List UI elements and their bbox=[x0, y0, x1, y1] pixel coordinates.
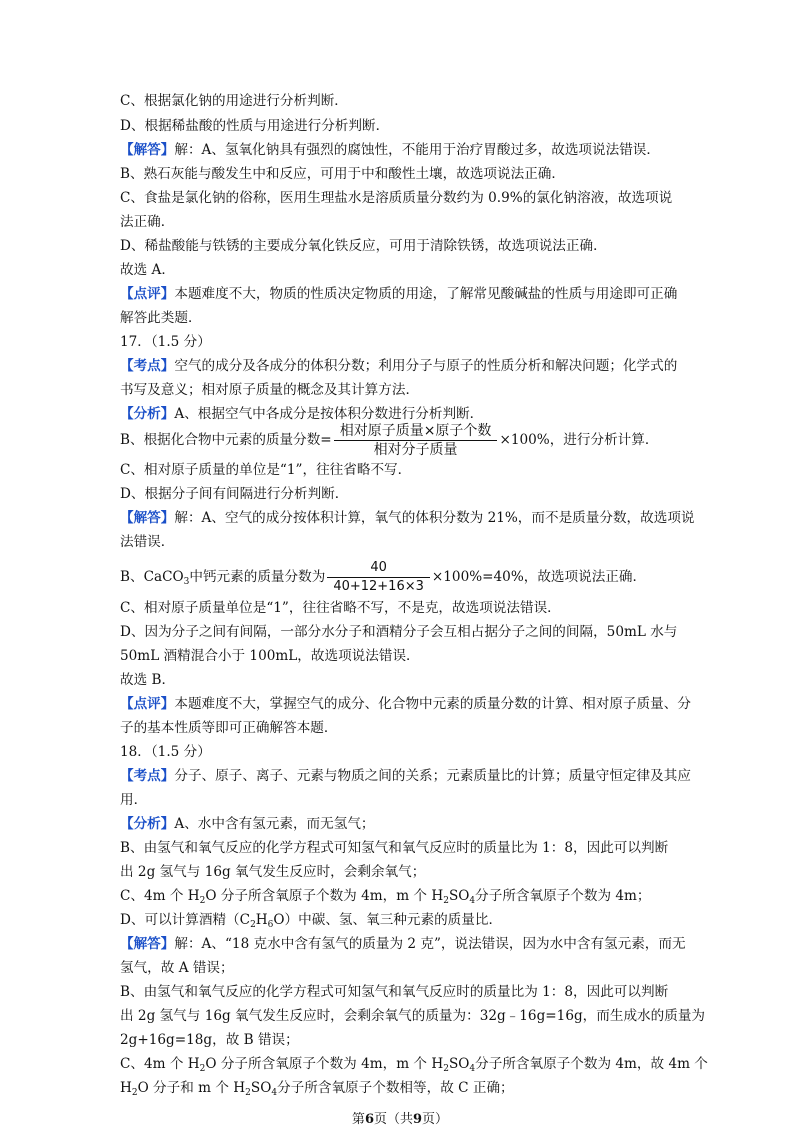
answer-tag: 【解答】 bbox=[120, 510, 175, 526]
text-line: C、相对原子质量单位是“1”，往往省略不写，不是克，故选项说法错误． bbox=[120, 600, 561, 616]
text-line: B、熟石灰能与酸发生中和反应，可用于中和酸性土壤，故选项说法正确． bbox=[120, 166, 565, 182]
text-line: B、由氢气和氧气反应的化学方程式可知氢气和氧气反应时的质量比为 1：8，因此可以判断 bbox=[120, 984, 669, 1000]
line-text: 分子所含氧原子个数相等，故 C 正确； bbox=[277, 1080, 514, 1096]
line-text: 分子、原子、离子、元素与物质之间的关系；元素质量比的计算；质量守恒定律及其应 bbox=[174, 768, 691, 784]
line-text: SO bbox=[448, 1056, 470, 1072]
text-line: 解答此类题． bbox=[120, 310, 202, 326]
answer-tag: 【解答】 bbox=[120, 142, 175, 158]
text-line bbox=[120, 696, 691, 712]
footer-mid: 页（共 bbox=[373, 1112, 413, 1127]
subscript: 2 bbox=[443, 1064, 449, 1074]
fraction-denominator: 40+12+16×3 bbox=[333, 579, 424, 594]
text-line: 50mL 酒精混合小于 100mL，故选项说法错误． bbox=[120, 648, 420, 664]
text-line bbox=[120, 888, 651, 909]
text-line: D、根据分子间有间隔进行分析判断． bbox=[120, 486, 349, 502]
line-text: C、4m 个 H bbox=[120, 1056, 200, 1072]
subscript: 2 bbox=[443, 896, 449, 906]
text-line: C、食盐是氯化钠的俗称，医用生理盐水是溶质质量分数约为 0.9%的氯化钠溶液，故选项说 bbox=[120, 190, 673, 206]
subscript: 3 bbox=[183, 577, 190, 587]
line-text: 解：A、氢氧化钠具有强烈的腐蚀性，不能用于治疗胃酸过多，故选项说法错误． bbox=[174, 142, 660, 158]
line-text: O）中碳、氢、氧三种元素的质量比． bbox=[273, 912, 503, 928]
line-text: A、水中含有氢元素，而无氢气； bbox=[174, 816, 375, 832]
fraction-numerator: 40 bbox=[327, 560, 430, 578]
text-line: D、因为分子之间有间隔，一部分水分子和酒精分子会互相占据分子之间的间隔，50mL 水与 bbox=[120, 624, 678, 640]
footer-prefix: 第 bbox=[351, 1112, 365, 1127]
comment-tag: 【点评】 bbox=[120, 286, 175, 302]
line-text: ×100%，进行分析计算． bbox=[499, 432, 659, 448]
text-line: C、根据氯化钠的用途进行分析判断． bbox=[120, 93, 348, 109]
answer-tag: 【解答】 bbox=[120, 936, 175, 952]
page-footer bbox=[0, 1108, 800, 1127]
page-number: 6 bbox=[364, 1112, 374, 1127]
line-text: H bbox=[255, 912, 268, 928]
text-line: 故选 B． bbox=[120, 672, 176, 688]
line-text: 本题难度不大，掌握空气的成分、化合物中元素的质量分数的计算、相对原子质量、分 bbox=[174, 696, 691, 712]
text-line bbox=[120, 816, 375, 832]
text-line bbox=[120, 420, 658, 460]
text-line bbox=[120, 358, 677, 374]
line-text: 中钙元素的质量分数为 bbox=[189, 569, 326, 585]
fraction-numerator: 相对原子质量×原子个数 bbox=[334, 423, 498, 441]
key-point-tag: 【考点】 bbox=[120, 768, 175, 784]
text-line: 法正确． bbox=[120, 214, 175, 230]
text-line bbox=[120, 142, 660, 158]
text-line bbox=[120, 768, 691, 784]
footer-suffix: 页） bbox=[422, 1112, 449, 1127]
line-text: SO bbox=[250, 1080, 272, 1096]
key-point-tag: 【考点】 bbox=[120, 358, 175, 374]
text-line: D、根据稀盐酸的性质与用途进行分析判断． bbox=[120, 118, 390, 134]
text-line: 用． bbox=[120, 792, 148, 808]
subscript: 6 bbox=[267, 920, 274, 930]
page-total: 9 bbox=[413, 1112, 423, 1127]
line-text: 解：A、“18 克水中含有氢气的质量为 2 克”，说法错误，因为水中含有氢元素，而无 bbox=[174, 936, 686, 952]
text-line bbox=[120, 936, 686, 952]
analysis-tag: 【分析】 bbox=[120, 816, 175, 832]
line-text: D、可以计算酒精（C bbox=[120, 912, 251, 928]
line-text: ×100%=40%，故选项说法正确． bbox=[431, 569, 647, 585]
text-line: 故选 A． bbox=[120, 262, 175, 278]
line-text: 分子所含氧原子个数为 4m； bbox=[475, 888, 651, 904]
subscript: 2 bbox=[199, 896, 206, 906]
text-line: 子的基本性质等即可正确解答本题． bbox=[120, 720, 338, 736]
fraction-denominator: 相对分子质量 bbox=[373, 442, 458, 458]
text-line: 法错误． bbox=[120, 534, 175, 550]
text-line bbox=[120, 286, 677, 302]
line-text: 分子所含氧原子个数为 4m，故 4m 个 bbox=[475, 1056, 708, 1072]
line-text: C、4m 个 H bbox=[120, 888, 200, 904]
line-text: A、根据空气中各成分是按体积分数进行分析判断． bbox=[174, 406, 484, 422]
text-line bbox=[120, 510, 695, 526]
fraction bbox=[334, 423, 498, 458]
text-line: 氢气，故 A 错误； bbox=[120, 960, 234, 976]
line-text: O 分子所含氧原子个数为 4m，m 个 H bbox=[205, 888, 444, 904]
subscript: 2 bbox=[245, 1088, 251, 1098]
text-line bbox=[120, 912, 502, 933]
text-line: 出 2g 氢气与 16g 氧气发生反应时，会剩余氧气； bbox=[120, 864, 426, 880]
subscript: 2 bbox=[131, 1088, 138, 1098]
subscript: 2 bbox=[250, 920, 256, 930]
text-line bbox=[120, 1056, 708, 1077]
text-line: 出 2g 氢气与 16g 氧气发生反应时，会剩余氧气的质量为：32g﹣16g=16g，而生成水的质量为 bbox=[120, 1008, 706, 1024]
text-line bbox=[120, 1080, 514, 1101]
subscript: 2 bbox=[199, 1064, 206, 1074]
line-text: H bbox=[120, 1080, 132, 1096]
fraction bbox=[327, 560, 430, 595]
line-text: SO bbox=[448, 888, 470, 904]
line-text: 本题难度不大，物质的性质决定物质的用途，了解常见酸碱盐的性质与用途即可正确 bbox=[174, 286, 678, 302]
text-line bbox=[120, 557, 646, 602]
text-line: 2g+16g=18g，故 B 错误； bbox=[120, 1032, 299, 1048]
comment-tag: 【点评】 bbox=[120, 696, 175, 712]
text-line: 书写及意义；相对原子质量的概念及其计算方法． bbox=[120, 382, 420, 398]
line-text: B、CaCO bbox=[120, 569, 184, 585]
subscript: 4 bbox=[469, 1064, 476, 1074]
line-text: O 分子和 m 个 H bbox=[137, 1080, 246, 1096]
line-text: O 分子所含氧原子个数为 4m，m 个 H bbox=[205, 1056, 444, 1072]
question-number: 18．（1.5 分） bbox=[120, 744, 211, 760]
line-text: B、根据化合物中元素的质量分数= bbox=[120, 432, 332, 448]
line-text: 解：A、空气的成分按体积计算，氧气的体积分数为 21%，而不是质量分数，故选项说 bbox=[174, 510, 695, 526]
text-line: B、由氢气和氧气反应的化学方程式可知氢气和氧气反应时的质量比为 1：8，因此可以判断 bbox=[120, 840, 669, 856]
line-text: 空气的成分及各成分的体积分数；利用分子与原子的性质分析和解决问题；化学式的 bbox=[174, 358, 678, 374]
text-line: D、稀盐酸能与铁锈的主要成分氧化铁反应，可用于清除铁锈，故选项说法正确． bbox=[120, 238, 607, 254]
text-line: C、相对原子质量的单位是“1”，往往省略不写． bbox=[120, 462, 412, 478]
subscript: 4 bbox=[271, 1088, 278, 1098]
question-number: 17．（1.5 分） bbox=[120, 334, 211, 350]
analysis-tag: 【分析】 bbox=[120, 406, 175, 422]
subscript: 4 bbox=[469, 896, 476, 906]
